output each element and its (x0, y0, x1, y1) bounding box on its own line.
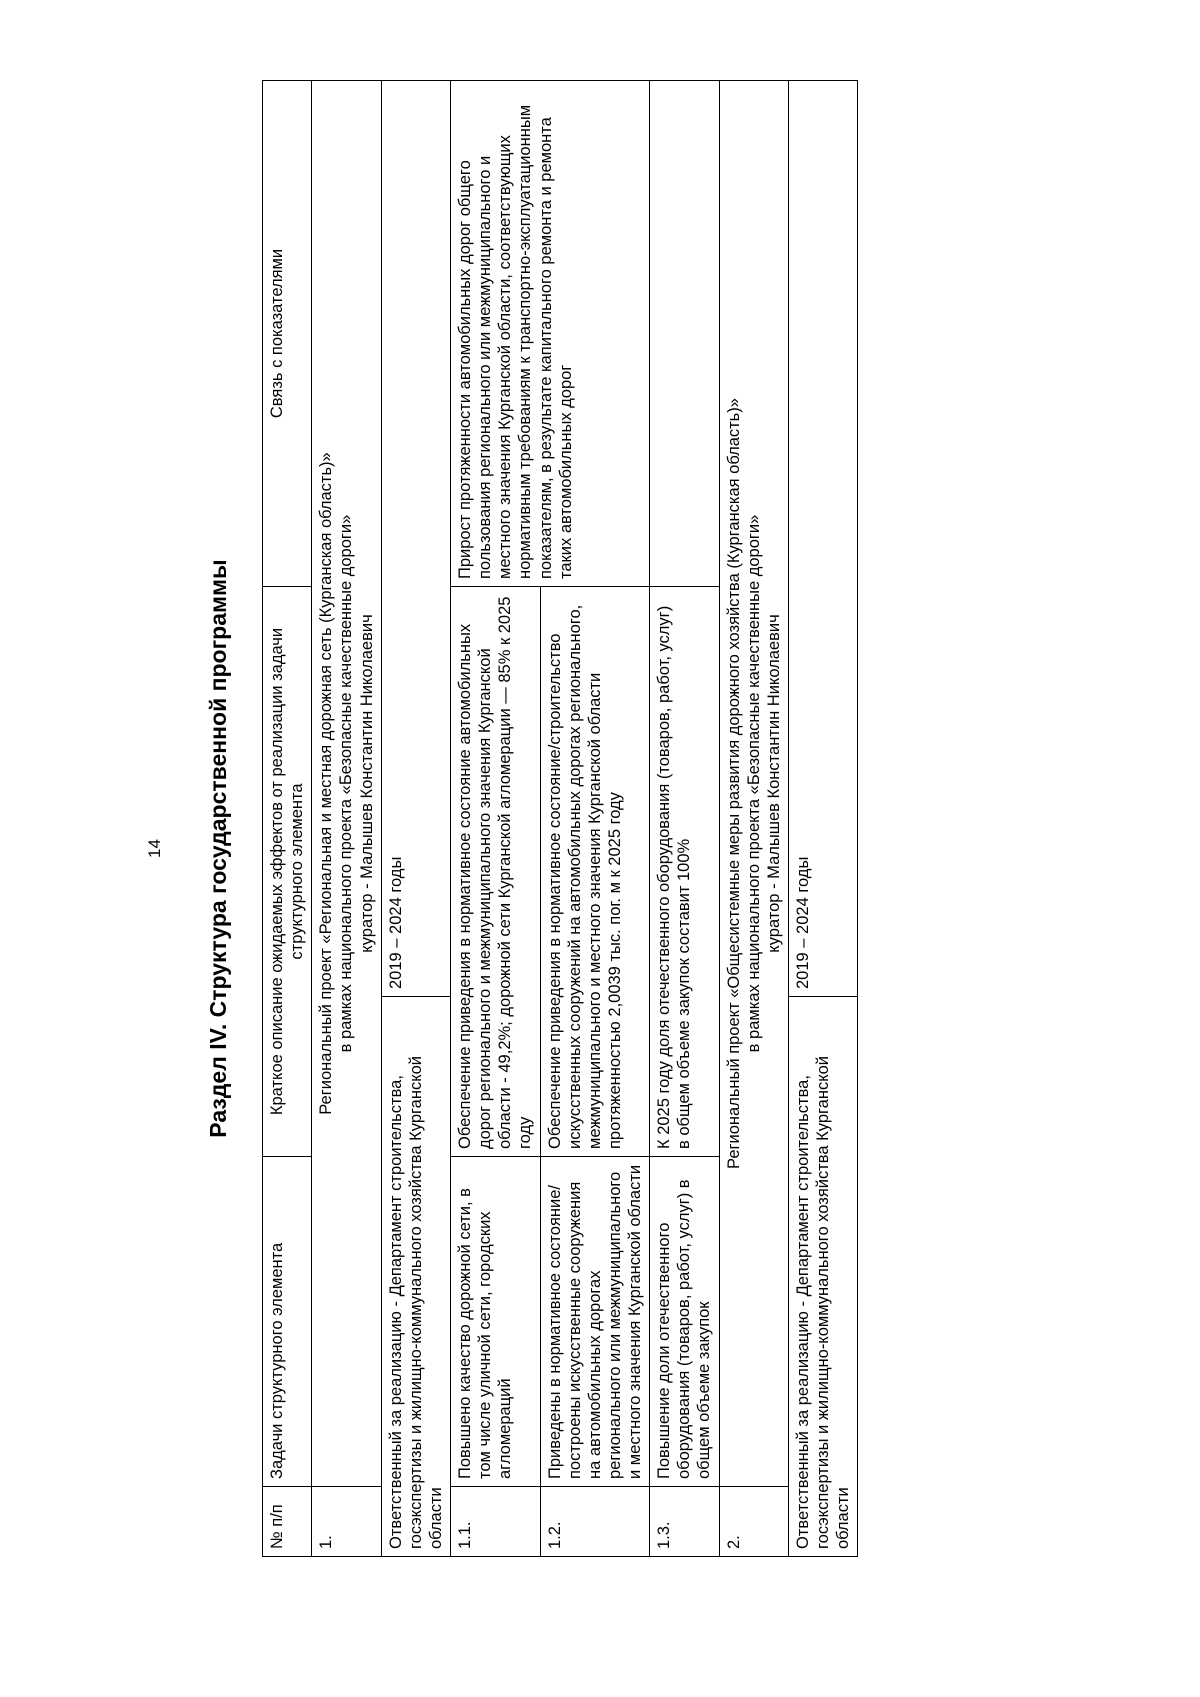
header-description: Краткое описание ожидаемых эффектов от реализации задачи структурного элемента (263, 587, 312, 1157)
table-row (451, 81, 541, 1557)
row-task: Повышено качество дорожной сети, в том числе уличной сети, городских агломераций (451, 1157, 541, 1487)
row-description: Обеспечение приведения в нормативное состояние/строительство искусственных сооружений на автомобильных дорогах регионального, межмуниципального и местного значения Курганской области протяженностью 2,0039 тыс. пог. м к 2025 году (540, 587, 650, 1157)
responsible-cell: Ответственный за реализацию - Департамент строительства, госэкспертизы и жилищно-коммунального хозяйства Курганской области (788, 997, 857, 1557)
row-num: 1.1. (451, 1487, 541, 1557)
project-title-line: в рамках национального проекта «Безопасные качественные дороги» (337, 514, 356, 1053)
project-title (719, 81, 788, 1487)
responsible-row (381, 81, 450, 1557)
responsible-cell: Ответственный за реализацию - Департамент строительства, госэкспертизы и жилищно-коммунального хозяйства Курганской области (381, 997, 450, 1557)
page-number: 14 (145, 839, 164, 858)
project-row (312, 81, 381, 1557)
structure-table (262, 80, 858, 1557)
project-curator: куратор - Малышев Константин Николаевич (357, 614, 376, 953)
section-title: Раздел IV. Структура государственной программы (205, 559, 231, 1138)
table-header-row (263, 81, 312, 1557)
project-title-line: Региональный проект «Общесистемные меры развития дорожного хозяйства (Курганская область)» (724, 398, 743, 1169)
project-curator: куратор - Малышев Константин Николаевич (764, 614, 783, 953)
row-num: 1.2. (540, 1487, 650, 1557)
project-title-line: Региональный проект «Региональная и местная дорожная сеть (Курганская область)» (317, 452, 336, 1115)
project-num: 2. (719, 1487, 788, 1557)
row-task: Приведены в нормативное состояние/построены искусственные сооружения на автомобильных дорогах регионального или межмуниципального и местного значения Курганской области (540, 1157, 650, 1487)
header-num: № п/п (263, 1487, 312, 1557)
row-link: Прирост протяженности автомобильных дорог общего пользования регионального или межмуниципального и местного значения Курганской области, соответствующих нормативным требованиям к транспортно-эксплуатационным показателям, в результате капитального ремонта и ремонта таких автомобильных дорог (451, 81, 650, 587)
project-row (719, 81, 788, 1557)
table-row (650, 81, 719, 1557)
row-description: К 2025 году доля отечественного оборудования (товаров, работ, услуг) в общем объеме закупок составит 100% (650, 587, 719, 1157)
row-task: Повышение доли отечественного оборудования (товаров, работ, услуг) в общем объеме закупок (650, 1157, 719, 1487)
row-link-empty (650, 81, 719, 587)
header-link: Связь с показателями (263, 81, 312, 587)
row-description: Обеспечение приведения в нормативное состояние автомобильных дорог регионального и межмуниципального значения Курганской области - 49,2%; дорожной сети Курганской агломерации — 85% к 2025 году (451, 587, 541, 1157)
period-cell: 2019 – 2024 годы (788, 81, 857, 997)
project-title-line: в рамках национального проекта «Безопасные качественные дороги» (744, 514, 763, 1053)
header-tasks: Задачи структурного элемента (263, 1157, 312, 1487)
period-cell: 2019 – 2024 годы (381, 81, 450, 997)
project-num: 1. (312, 1487, 381, 1557)
responsible-row (788, 81, 857, 1557)
row-num: 1.3. (650, 1487, 719, 1557)
project-title (312, 81, 381, 1487)
